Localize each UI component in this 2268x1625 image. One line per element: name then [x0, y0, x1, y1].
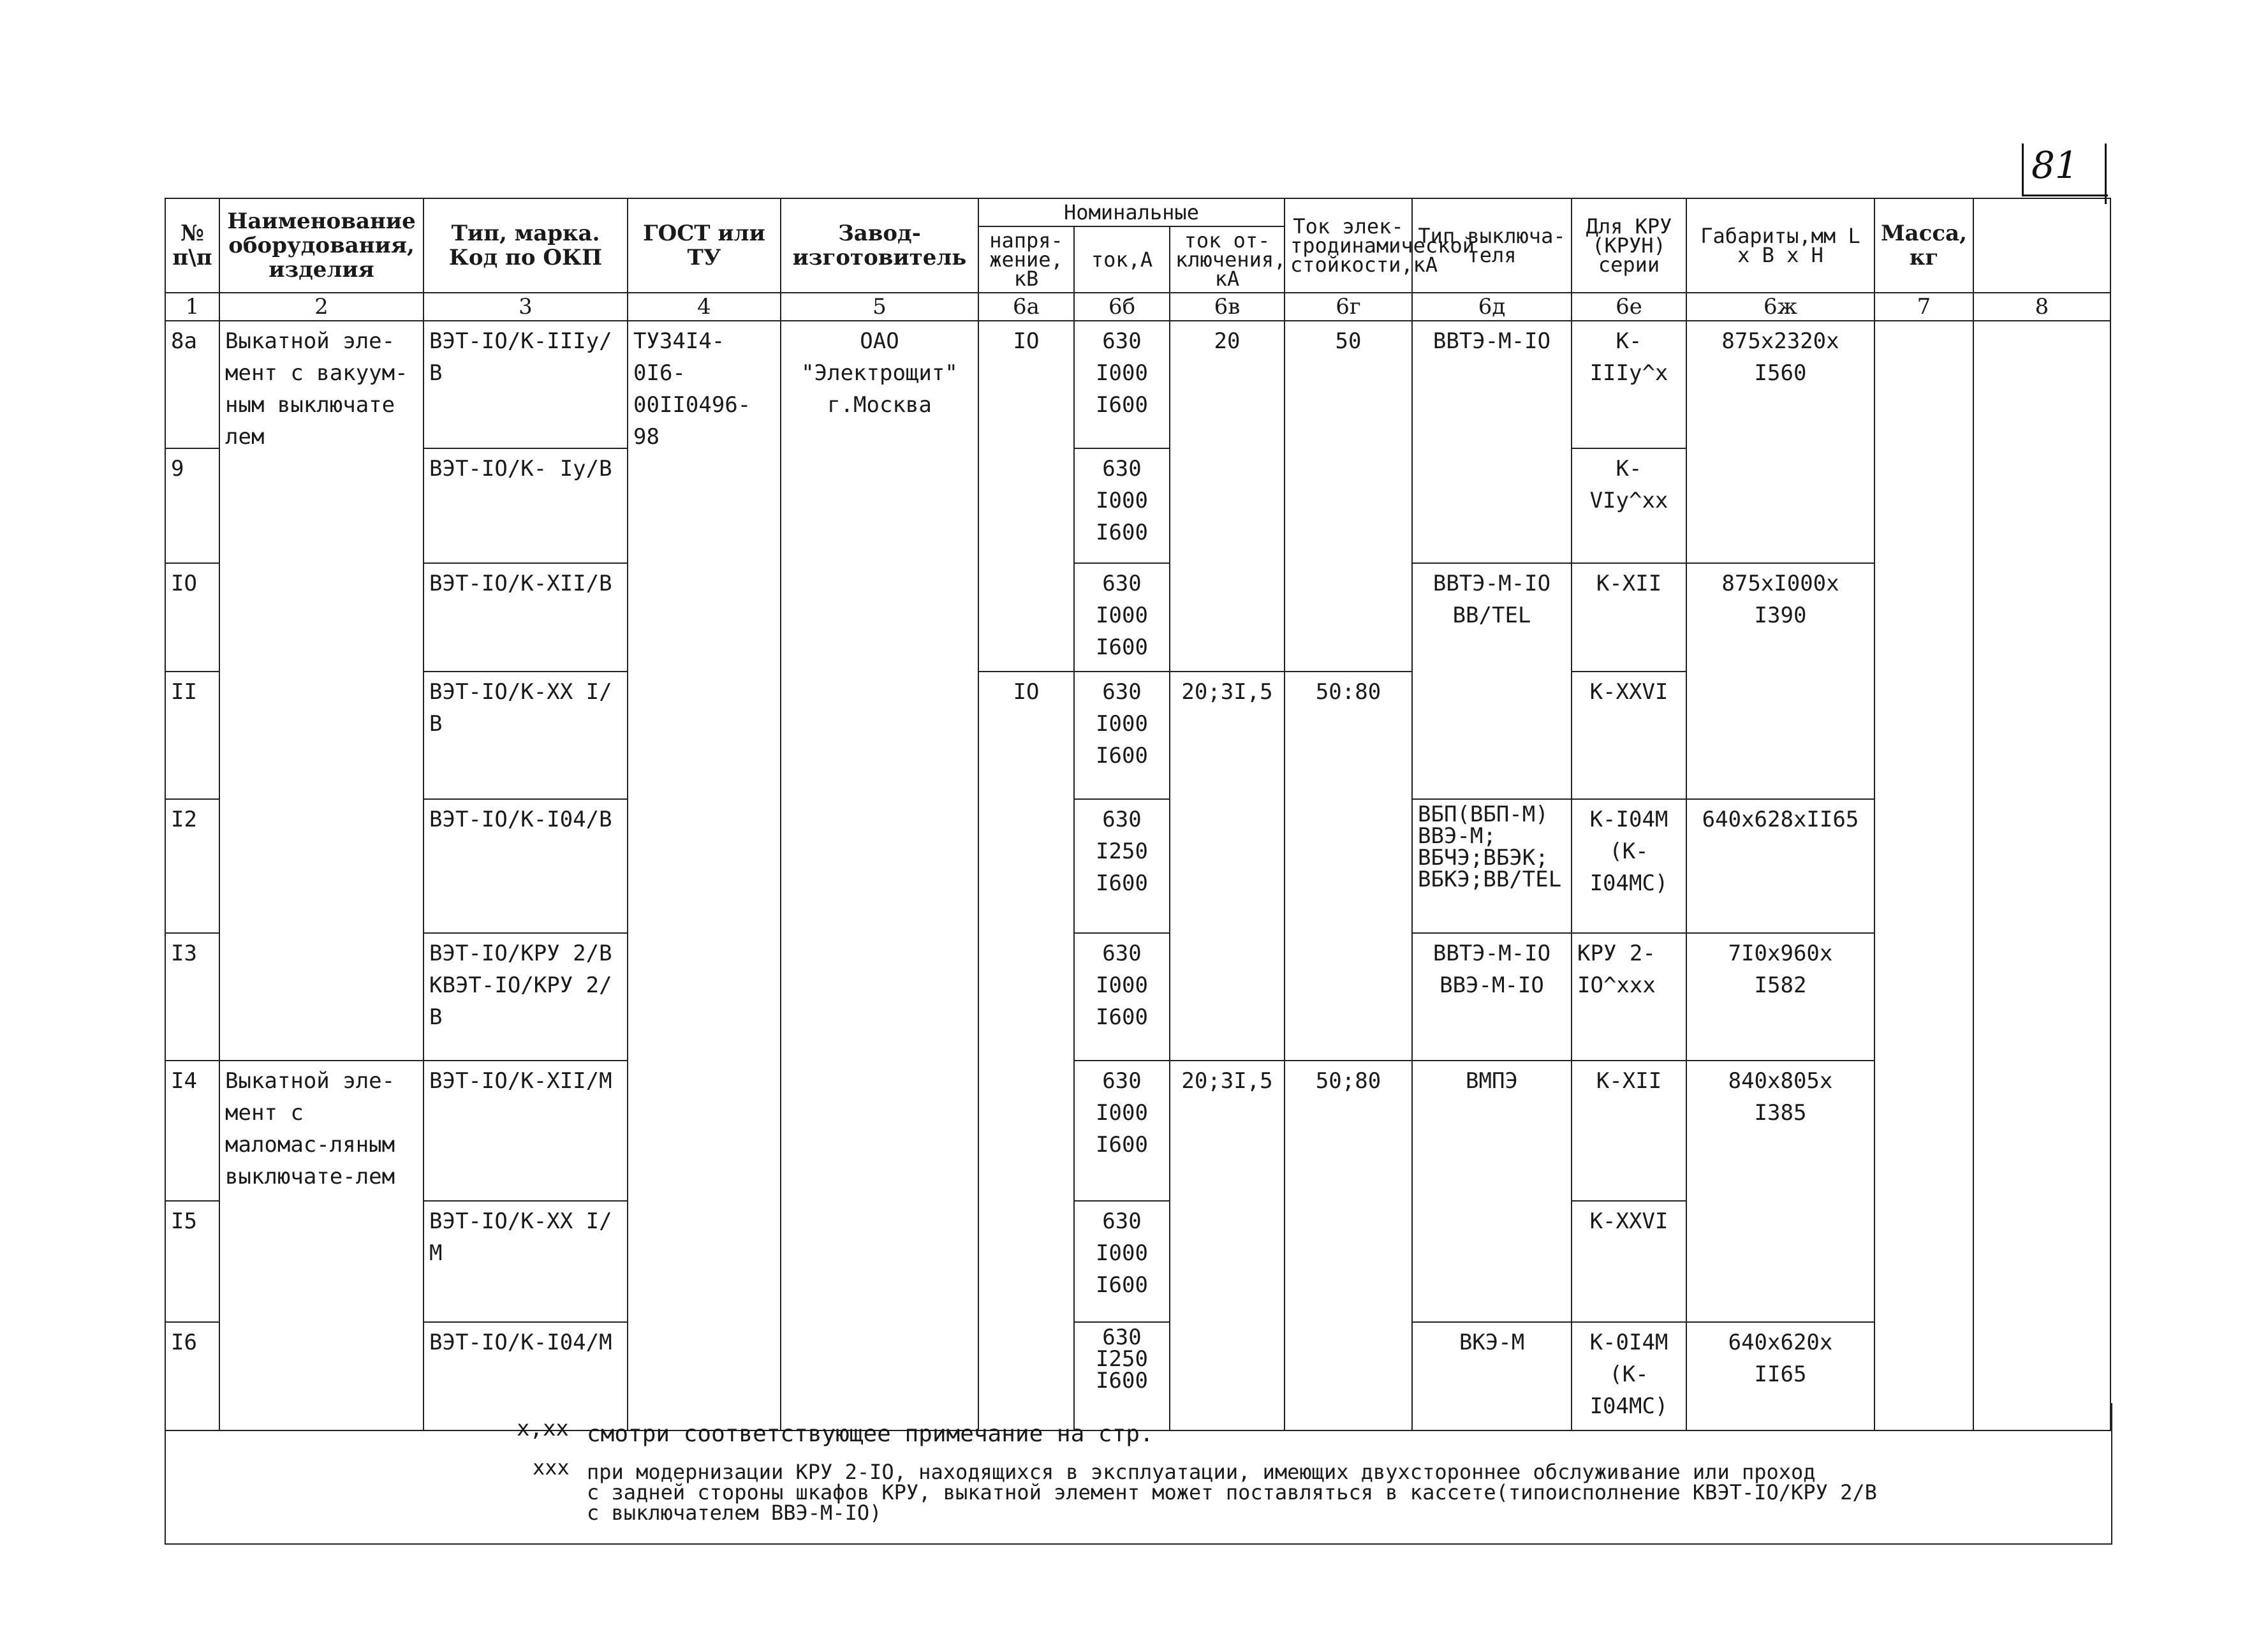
footnote-text: смотри соответствующее примечание на стр. — [587, 1421, 1154, 1447]
column-number: 6б — [1074, 293, 1170, 321]
kru-series: К-I04М (К-I04МС) — [1572, 799, 1686, 933]
kru-series: К-XXVI — [1572, 672, 1686, 799]
breaker-type: ВВТЭ-М-IO ВВ/TEL — [1412, 563, 1572, 799]
column-number: 5 — [781, 293, 978, 321]
breaking-current: 20;3I,5 — [1170, 1061, 1285, 1430]
dimensions: 7I0x960x I582 — [1686, 933, 1874, 1061]
type-code: ВЭТ-IO/К-I04/М — [423, 1322, 628, 1430]
kru-series: К-XII — [1572, 1061, 1686, 1201]
column-number: 6д — [1412, 293, 1572, 321]
footnotes — [165, 1403, 2112, 1545]
header-name: Наименование оборудования, изделия — [219, 198, 423, 293]
type-code: ВЭТ-IO/К-IIIу/В — [423, 321, 628, 448]
column-number: 6а — [978, 293, 1074, 321]
rated-voltage: IO — [978, 321, 1074, 672]
equipment-name: Выкатной эле-мент с вакуум-ным выключате лем — [219, 321, 423, 1061]
column-number: 6е — [1572, 293, 1686, 321]
dynamic-current: 50;80 — [1285, 1061, 1412, 1430]
header-breaking: ток от-ключения, кА — [1170, 226, 1285, 293]
breaker-type: ВВТЭ-М-IO ВВЭ-М-IO — [1412, 933, 1572, 1061]
type-code: ВЭТ-IO/К-XII/В — [423, 563, 628, 672]
footnote-mark: xxx — [533, 1455, 570, 1480]
rated-current: 630 I000 I600 — [1074, 563, 1170, 672]
column-number: 6ж — [1686, 293, 1874, 321]
dynamic-current: 50:80 — [1285, 672, 1412, 1061]
rated-current: 630 I000 I600 — [1074, 672, 1170, 799]
row-number: 9 — [165, 448, 219, 563]
type-code: ВЭТ-IO/К-I04/В — [423, 799, 628, 933]
column-number: 4 — [628, 293, 781, 321]
column-numbers-row — [165, 293, 2110, 321]
kru-series: К-VIу^xx — [1572, 448, 1686, 563]
breaker-type: ВКЭ-М — [1412, 1322, 1572, 1430]
header-nominal: Номинальные — [978, 198, 1285, 226]
rated-current: 630 I000 I600 — [1074, 933, 1170, 1061]
breaker-type: ВМПЭ — [1412, 1061, 1572, 1322]
row-number: I3 — [165, 933, 219, 1061]
rated-current: 630 I000 I600 — [1074, 1061, 1170, 1201]
gost-spec: ТУ34I4-0I6- 00II0496-98 — [628, 321, 781, 1430]
rated-current: 630 I000 I600 — [1074, 321, 1170, 448]
kru-series: К-XXVI — [1572, 1201, 1686, 1322]
header-dynamic: Ток элек-тродинамической стойкости,кА — [1285, 198, 1412, 293]
breaker-type: ВБП(ВБП-М) ВВЭ-М; ВБЧЭ;ВБЭК; ВБКЭ;ВВ/TEL — [1412, 799, 1572, 933]
breaking-current: 20 — [1170, 321, 1285, 672]
header-current: ток,А — [1074, 226, 1170, 293]
rated-current: 630 I250 I600 — [1074, 799, 1170, 933]
row-number: 8а — [165, 321, 219, 448]
header-row — [165, 198, 2110, 226]
footnote-text: при модернизации КРУ 2-IO, находящихся в эксплуатации, имеющих двухстороннее обслуживание или проход с задней стороны шкафов КРУ, выкатной элемент может поставляться в кассете(типоисполнение КВЭТ-IO/КРУ 2/В с выключателем ВВЭ-М-IO) — [587, 1460, 1877, 1525]
column-number: 8 — [1973, 293, 2110, 321]
row-number: I2 — [165, 799, 219, 933]
table-row — [165, 321, 2110, 448]
type-code: ВЭТ-IO/КРУ 2/В КВЭТ-IO/КРУ 2/В — [423, 933, 628, 1061]
column-number: 3 — [423, 293, 628, 321]
header-maker: Завод-изготовитель — [781, 198, 978, 293]
type-code: ВЭТ-IO/К-XX I/В — [423, 672, 628, 799]
dimensions: 875x2320x I560 — [1686, 321, 1874, 563]
manufacturer: ОАО "Электрощит" г.Москва — [781, 321, 978, 1430]
dimensions: 640x628xII65 — [1686, 799, 1874, 933]
rated-voltage: IO — [978, 672, 1074, 1430]
footnote-mark: x,xx — [517, 1416, 569, 1441]
header-gost: ГОСТ или ТУ — [628, 198, 781, 293]
table-row — [165, 563, 2110, 672]
header-breaker: Тип выключа-теля — [1412, 198, 1572, 293]
page-number-border — [2022, 143, 2024, 195]
header-dims: Габариты,мм L x B x H — [1686, 198, 1874, 293]
header-num: № п\п — [165, 198, 219, 293]
row-number: I5 — [165, 1201, 219, 1322]
extra-column — [1973, 321, 2110, 1430]
column-number: 6г — [1285, 293, 1412, 321]
rated-current: 630 I250 I600 — [1074, 1322, 1170, 1430]
header-mass: Масса, кг — [1874, 198, 1973, 293]
mass — [1874, 321, 1973, 1430]
dimensions: 640x620x II65 — [1686, 1322, 1874, 1430]
dimensions: 875xI000x I390 — [1686, 563, 1874, 799]
dynamic-current: 50 — [1285, 321, 1412, 672]
table-row — [165, 1061, 2110, 1201]
page-number: 81 — [2031, 143, 2079, 187]
column-number: 6в — [1170, 293, 1285, 321]
header-voltage: напря-жение, кВ — [978, 226, 1074, 293]
table-row — [165, 799, 2110, 933]
rated-current: 630 I000 I600 — [1074, 1201, 1170, 1322]
header-extra — [1973, 198, 2110, 293]
column-number: 2 — [219, 293, 423, 321]
row-number: IO — [165, 563, 219, 672]
row-number: I6 — [165, 1322, 219, 1430]
type-code: ВЭТ-IO/К-XX I/М — [423, 1201, 628, 1322]
row-number: II — [165, 672, 219, 799]
kru-series: К-IIIу^x — [1572, 321, 1686, 448]
kru-series: КРУ 2-IO^xxx — [1572, 933, 1686, 1061]
header-series: Для КРУ (КРУН) серии — [1572, 198, 1686, 293]
equipment-name: Выкатной эле-мент с маломас-ляным выключате-лем — [219, 1061, 423, 1430]
table-row — [165, 933, 2110, 1061]
kru-series: К-0I4М (К-I04МС) — [1572, 1322, 1686, 1430]
equipment-table — [165, 198, 2111, 1431]
type-code: ВЭТ-IO/К- Iу/В — [423, 448, 628, 563]
breaking-current: 20;3I,5 — [1170, 672, 1285, 1061]
type-code: ВЭТ-IO/К-XII/М — [423, 1061, 628, 1201]
page-number-border — [2022, 195, 2108, 196]
dimensions: 840x805x I385 — [1686, 1061, 1874, 1322]
header-type: Тип, марка. Код по ОКП — [423, 198, 628, 293]
column-number: 1 — [165, 293, 219, 321]
kru-series: К-XII — [1572, 563, 1686, 672]
rated-current: 630 I000 I600 — [1074, 448, 1170, 563]
breaker-type: ВВТЭ-М-IO — [1412, 321, 1572, 563]
column-number: 7 — [1874, 293, 1973, 321]
row-number: I4 — [165, 1061, 219, 1201]
